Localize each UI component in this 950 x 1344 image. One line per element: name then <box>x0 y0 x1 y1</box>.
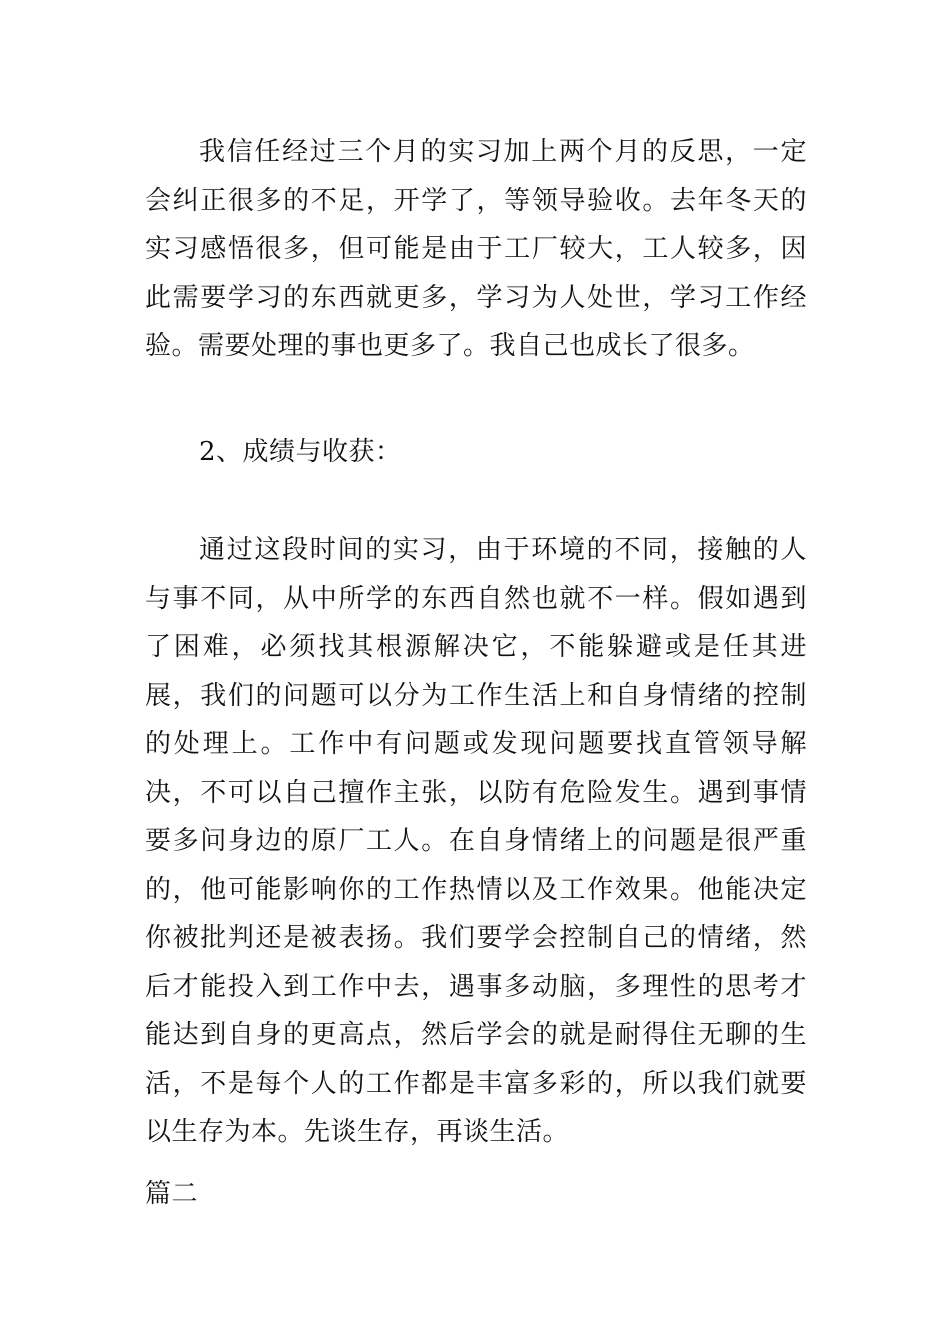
paragraph-internship-reflection: 我信任经过三个月的实习加上两个月的反思，一定会纠正很多的不足，开学了，等领导验收。去年冬天的实习感悟很多，但可能是由于工厂较大，工人较多，因此需要学习的东西就更多，学习为人处世，学习工作经验。需要处理的事也更多了。我自己也成长了很多。 <box>145 137 807 361</box>
section-label-part-two: 篇二 <box>145 1179 199 1209</box>
paragraph-achievements: 通过这段时间的实习，由于环境的不同，接触的人与事不同，从中所学的东西自然也就不一样。假如遇到了困难，必须找其根源解决它，不能躲避或是任其进展，我们的问题可以分为工作生活上和自身情绪的控制的处理上。工作中有问题或发现问题要找直管领导解决，不可以自己擅作主张，以防有危险发生。遇到事情要多问身边的原厂工人。在自身情绪上的问题是很严重的，他可能影响你的工作热情以及工作效果。他能决定你被批判还是被表扬。我们要学会控制自己的情绪，然后才能投入到工作中去，遇事多动脑，多理性的思考才能达到自身的更高点，然后学会的就是耐得住无聊的生活，不是每个人的工作都是丰富多彩的，所以我们就要以生存为本。先谈生存，再谈生活。 <box>145 535 807 1147</box>
section-heading-achievements: 2、成绩与收获： <box>199 437 402 467</box>
